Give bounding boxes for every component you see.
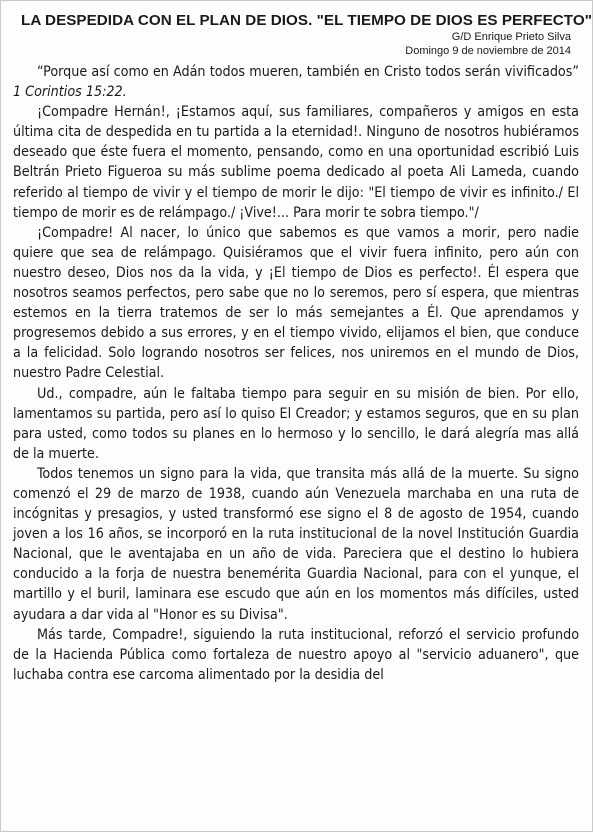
paragraph-5: Más tarde, Compadre!, siguiendo la ruta institucional, reforzó el servicio profundo de la Hacienda Pública como fortaleza de nuestro apoyo al "servicio aduanero", que luchaba contra ese carcoma alimentado por la desidia del (13, 626, 579, 683)
paragraph-1: ¡Compadre Hernán!, ¡Estamos aquí, sus familiares, compañeros y amigos en esta última cita de despedida en tu partida a la eternidad!. Ninguno de nosotros hubiéramos deseado que éste fuera el momento, pensando, como en una oportunidad escribió Luis Beltrán Prieto Figueroa su más sublime poema dedicado al poeta Ali Lameda, cuando referido al tiempo de vivir y el tiempo de morir le dijo: "El tiempo de vivir es infinito./ El tiempo de morir es de relámpago./ ¡Vive!... Para morir te sobra tiempo."/ (13, 104, 579, 221)
paragraph-4: Todos tenemos un signo para la vida, que transita más allá de la muerte. Su signo comenzó el 29 de marzo de 1938, cuando aún Venezuela marchaba en una ruta de incógnitas y presagios, y usted transformó ese signo el 8 de agosto de 1954, cuando joven a los 16 años, se incorporó en la ruta institucional de la novel Institución Guardia Nacional, que le aventajaba en un año de vida. Pareciera que el destino lo hubiera conducido a la forja de nuestra benemérita Guardia Nacional, para con el yunque, el martillo y el buril, laminara ese escudo que aún en los momentos más difíciles, usted ayudara a dar vida al "Honor es su Divisa". (13, 465, 579, 623)
document-body (13, 62, 579, 685)
date-line: Domingo 9 de noviembre de 2014 (405, 45, 571, 57)
epigraph (13, 62, 579, 102)
document-title: LA DESPEDIDA CON EL PLAN DE DIOS. "EL TIEMPO DE DIOS ES PERFECTO" (21, 12, 592, 29)
paragraph-3: Ud., compadre, aún le faltaba tiempo para seguir en su misión de bien. Por ello, lamentamos su partida, pero así lo quiso El Creador; y estamos seguros, que en su plan para usted, como todos su planes en lo hermoso y lo sencillo, le dará alegría mas allá de la muerte. (13, 385, 579, 462)
paragraph-2: ¡Compadre! Al nacer, lo único que sabemos es que vamos a morir, pero nadie quiere que sea de relámpago. Quisiéramos que el vivir fuera infinito, pero aún con nuestro deseo, Dios nos da la vida, y ¡El tiempo de Dios es perfecto!. Él espera que nosotros seamos perfectos, pero sabe que no lo seremos, pero sí espera, que mientras estemos en la tierra tratemos de ser lo más semejantes a Él. Que aprendamos y progresemos debido a sus errores, y en el tiempo vivido, elijamos el bien, que conduce a la felicidad. Solo logrando nosotros ser felices, nos uniremos en el mundo de Dios, nuestro Padre Celestial. (13, 224, 579, 382)
document-page (13, 11, 592, 685)
author-line: G/D Enrique Prieto Silva (451, 31, 571, 43)
epigraph-quote: “Porque así como en Adán todos mueren, también en Cristo todos serán vivificados” (37, 64, 579, 80)
epigraph-reference: 1 Corintios 15:22. (13, 84, 127, 101)
